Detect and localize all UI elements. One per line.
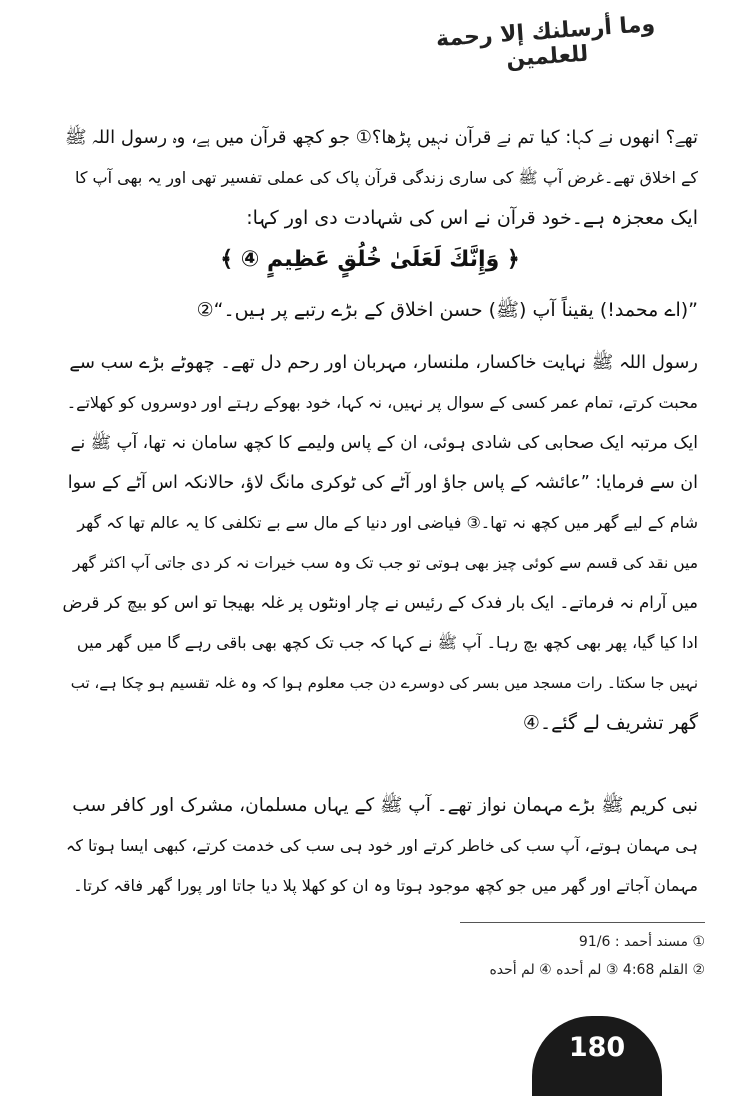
paragraph-1 [60, 118, 698, 238]
footnote-2: ② القلم 4:68 ③ لم أحده ④ لم أحده [489, 962, 705, 978]
text-line: ہی مہمان ہوتے، آپ سب کی خاطر کرتے اور خود ہی سب کی خدمت کرتے، کبھی ایسا ہوتا کہ [65, 836, 698, 855]
text-line: گھر تشریف لے گئے۔④ [522, 712, 698, 734]
text-line: مہمان آجاتے اور گھر میں جو کچھ موجود ہوتا وہ ان کو کھلا پلا دیا جاتا اور پورا گھر فاقہ کرتا۔ [73, 876, 698, 895]
text-line: ”(اے محمد!) یقیناً آپ (ﷺ) حسن اخلاق کے بڑے رتبے پر ہیں۔“② [196, 299, 698, 321]
footnote-divider [460, 922, 705, 923]
text-line: ادا کیا گیا، پھر بھی کچھ بچ رہا۔ آپ ﷺ نے کہا کہ جب تک کچھ بھی باقی رہے گا میں گھر میں [76, 633, 698, 652]
text-line: نبی کریم ﷺ بڑے مہمان نواز تھے۔ آپ ﷺ کے یہاں مسلمان، مشرک اور کافر سب [72, 795, 698, 816]
text-line: ایک معجزہ ہے۔خود قرآن نے اس کی شہادت دی اور کہا: [246, 207, 698, 229]
text-line: کے اخلاق تھے۔غرض آپ ﷺ کی ساری زندگی قرآن پاک کی عملی تفسیر تھی اور یہ بھی آپ کا [74, 168, 698, 187]
paragraph-3 [60, 786, 698, 906]
text-line: رسول اللہ ﷺ نہایت خاکسار، ملنسار، مہربان اور رحم دل تھے۔ چھوٹے بڑے سب سے [69, 352, 698, 373]
quran-verse: ﴿ وَإِنَّكَ لَعَلَىٰ خُلُقٍ عَظِيمٍ ④ ﴾ [220, 247, 520, 272]
footnote-1: ① مسند أحمد : 91/6 [578, 934, 705, 950]
text-line: تھے؟ انھوں نے کہا: کیا تم نے قرآن نہیں پڑھا؟① جو کچھ قرآن میں ہے، وہ رسول اللہ ﷺ [64, 127, 698, 148]
text-line: ایک مرتبہ ایک صحابی کی شادی ہوئی، ان کے پاس ولیمے کا کچھ سامان نہ تھا، آپ ﷺ نے [70, 433, 698, 453]
text-line: میں نقد کی قسم سے کوئی چیز بھی ہوتی تو جب تک وہ سب خیرات نہ کر دی جاتی آپ اکثر گھر [72, 554, 698, 572]
paragraph-2 [60, 343, 698, 743]
verse-translation [150, 290, 698, 330]
text-line: ان سے فرمایا: ”عائشہ کے پاس جاؤ اور آٹے کی ٹوکری مانگ لاؤ، حالانکہ اس آٹے کے سوا [67, 473, 698, 493]
text-line: میں آرام نہ فرماتے۔ ایک بار فدک کے رئیس نے چار اونٹوں پر غلہ بھیجا تو اس کو بیچ کر قرض [62, 593, 698, 612]
page-number: 180 [568, 1032, 626, 1063]
text-line: محبت کرتے، تمام عمر کسی کے سوال پر نہیں، نہ کہا، خود بھوکے رہتے اور دوسروں کو کھلاتے۔ [66, 393, 698, 412]
text-line: شام کے لیے گھر میں کچھ نہ تھا۔③ فیاضی اور دنیا کے مال سے بے تکلفی کا یہ عالم تھا کہ گھر [77, 513, 698, 532]
text-line: نہیں جا سکتا۔ رات مسجد میں بسر کی دوسرے دن جب معلوم ہوا کہ وہ غلہ تقسیم ہو چکا ہے، تب [70, 674, 698, 692]
running-header: وما أرسلنك إلا رحمة للعلمين [435, 11, 656, 73]
